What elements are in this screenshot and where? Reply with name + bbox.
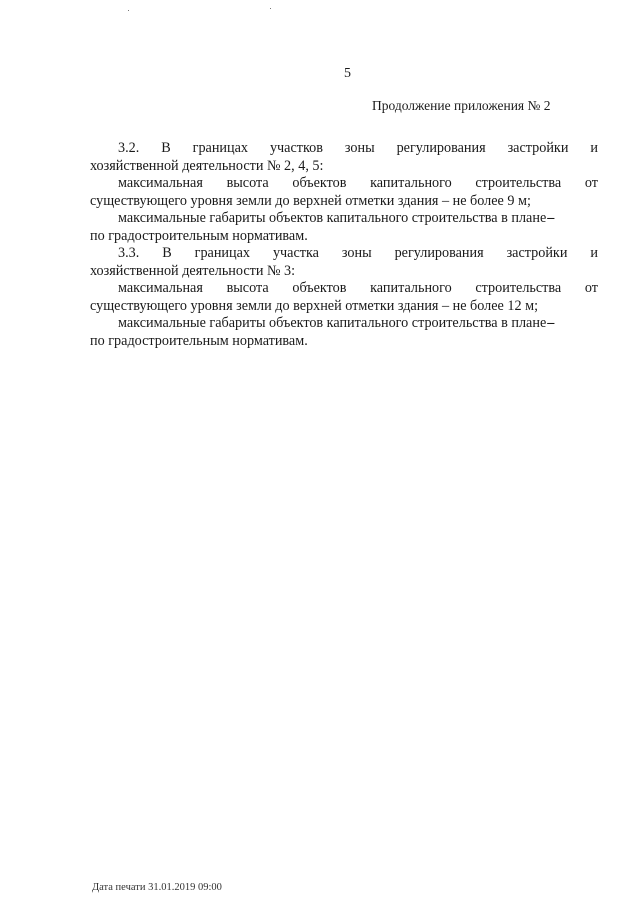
max-dimensions-line (90, 315, 598, 333)
scan-speck (270, 8, 271, 9)
height-word: от (584, 280, 598, 296)
max-height-line (90, 175, 598, 193)
height-word: строительства (475, 280, 562, 296)
height-word: высота (226, 280, 269, 296)
appendix-continuation-note: Продолжение приложения № 2 (372, 98, 551, 113)
max-dimensions-line (90, 210, 598, 228)
heading-word: 3.2. (118, 140, 140, 156)
max-height-line (90, 280, 598, 298)
heading-word: границах (192, 140, 249, 156)
dimensions-dash: – (547, 315, 555, 331)
height-word: капитального (370, 175, 452, 191)
dimensions-text: максимальные габариты объектов капитального строительства в плане (118, 210, 547, 226)
section-heading-line (90, 140, 598, 158)
heading-word: регулирования (396, 140, 486, 156)
height-word: объектов (292, 175, 347, 191)
document-body (90, 140, 598, 350)
height-word: объектов (292, 280, 347, 296)
height-word: максимальная (118, 175, 203, 191)
heading-word: зоны (341, 245, 372, 261)
max-height-continuation: существующего уровня земли до верхней отметки здания – не более 9 м; (90, 192, 531, 209)
page-number: 5 (344, 66, 351, 81)
heading-word: и (590, 245, 598, 261)
height-word: строительства (475, 175, 562, 191)
print-date-footer: Дата печати 31.01.2019 09:00 (92, 882, 222, 893)
heading-word: В (161, 140, 171, 156)
scan-speck (128, 10, 129, 11)
section-heading-continuation: хозяйственной деятельности № 2, 4, 5: (90, 157, 324, 174)
heading-word: 3.3. (118, 245, 140, 261)
heading-word: застройки (506, 245, 568, 261)
heading-word: и (590, 140, 598, 156)
heading-word: В (162, 245, 172, 261)
height-word: капитального (370, 280, 452, 296)
max-dimensions-continuation: по градостроительным нормативам. (90, 332, 308, 349)
heading-word: границах (194, 245, 251, 261)
dimensions-dash: – (547, 210, 555, 226)
max-dimensions-continuation: по градостроительным нормативам. (90, 227, 308, 244)
section-3-3 (90, 245, 598, 350)
heading-word: участка (272, 245, 319, 261)
heading-word: застройки (507, 140, 569, 156)
height-word: максимальная (118, 280, 203, 296)
dimensions-text: максимальные габариты объектов капитального строительства в плане (118, 315, 547, 331)
max-height-continuation: существующего уровня земли до верхней отметки здания – не более 12 м; (90, 297, 539, 314)
heading-word: зоны (344, 140, 375, 156)
height-word: высота (226, 175, 269, 191)
heading-word: регулирования (394, 245, 484, 261)
section-heading-line (90, 245, 598, 263)
section-3-2 (90, 140, 598, 245)
height-word: от (584, 175, 598, 191)
section-heading-continuation: хозяйственной деятельности № 3: (90, 262, 296, 279)
heading-word: участков (269, 140, 323, 156)
